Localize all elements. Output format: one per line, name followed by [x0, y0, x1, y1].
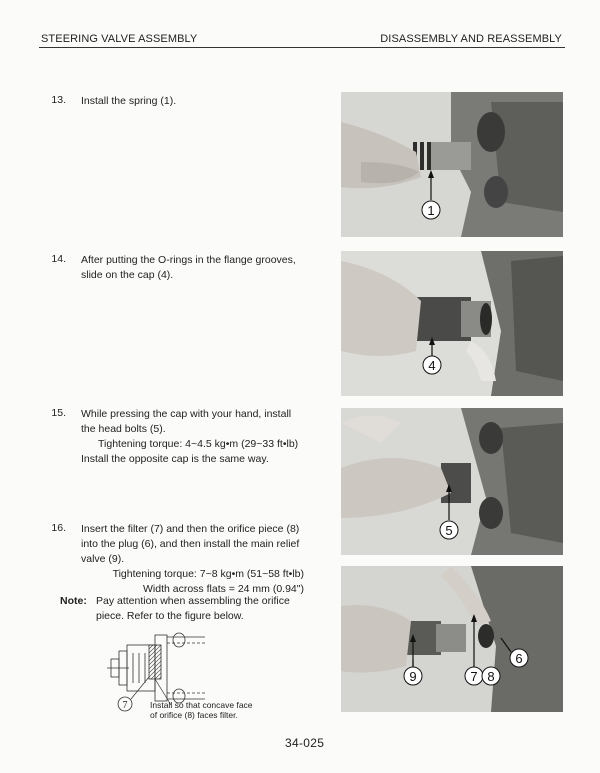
photo-step-13: [341, 92, 563, 237]
note-label-text: Note:: [60, 595, 87, 607]
page-number: 34-025: [285, 736, 325, 750]
step-15-text: [81, 407, 298, 467]
figure-caption: [150, 700, 253, 720]
note-line-2: piece. Refer to the figure below.: [96, 610, 244, 622]
step-14-line-2: slide on the cap (4).: [81, 269, 174, 281]
photo-4-callout-9: 9: [409, 669, 417, 684]
step-14-text: [81, 253, 296, 283]
step-13-line-1: Install the spring (1).: [81, 95, 177, 107]
photo-step-15: [341, 408, 563, 555]
step-16-line-3: valve (9).: [81, 553, 125, 565]
step-15-number: 15.: [51, 407, 66, 419]
step-15-line-1: While pressing the cap with your hand, install: [81, 408, 292, 420]
step-15-torque: Tightening torque: 4~4.5 kg•m (29~33 ft•lb): [98, 438, 299, 450]
photo-3-callout-5: 5: [445, 523, 453, 538]
figure-caption-line-1: Install so that concave face: [150, 700, 253, 710]
note-label: [60, 594, 87, 609]
figure-callout-7: 7: [122, 700, 128, 711]
step-13-number: 13.: [51, 94, 66, 106]
photo-1-callout-1: 1: [427, 203, 435, 218]
step-16-text: [81, 522, 299, 567]
step-16-number: 16.: [51, 522, 66, 534]
header-section-title: STEERING VALVE ASSEMBLY: [41, 33, 198, 45]
photo-step-16: [341, 566, 563, 712]
photo-step-14: [341, 251, 563, 396]
step-14-line-1: After putting the O-rings in the flange grooves,: [81, 254, 296, 266]
header-rule: [39, 47, 565, 48]
step-15-extra: Install the opposite cap is the same way.: [81, 453, 269, 465]
step-14-number: 14.: [51, 253, 66, 265]
photo-4-callout-8: 8: [487, 669, 495, 684]
step-16-line-1: Insert the filter (7) and then the orifice piece (8): [81, 523, 300, 535]
note-line-1: Pay attention when assembling the orifice: [96, 595, 290, 607]
photo-4-callout-7: 7: [470, 669, 478, 684]
photo-2-callout-4: 4: [428, 358, 436, 373]
step-16-torque: Tightening torque: 7~8 kg•m (51~58 ft•lb): [112, 568, 304, 580]
figure-caption-line-2: of orifice (8) faces filter.: [150, 710, 238, 720]
step-13-text: [81, 94, 176, 109]
step-16-spec: [60, 567, 304, 597]
step-15-line-2: the head bolts (5).: [81, 423, 166, 435]
photo-4-callout-6: 6: [515, 651, 523, 666]
header-chapter-title: DISASSEMBLY AND REASSEMBLY: [380, 33, 562, 45]
step-16-width: Width across flats = 24 mm (0.94"): [143, 583, 304, 595]
step-16-line-2: into the plug (6), and then install the main relief: [81, 538, 300, 550]
